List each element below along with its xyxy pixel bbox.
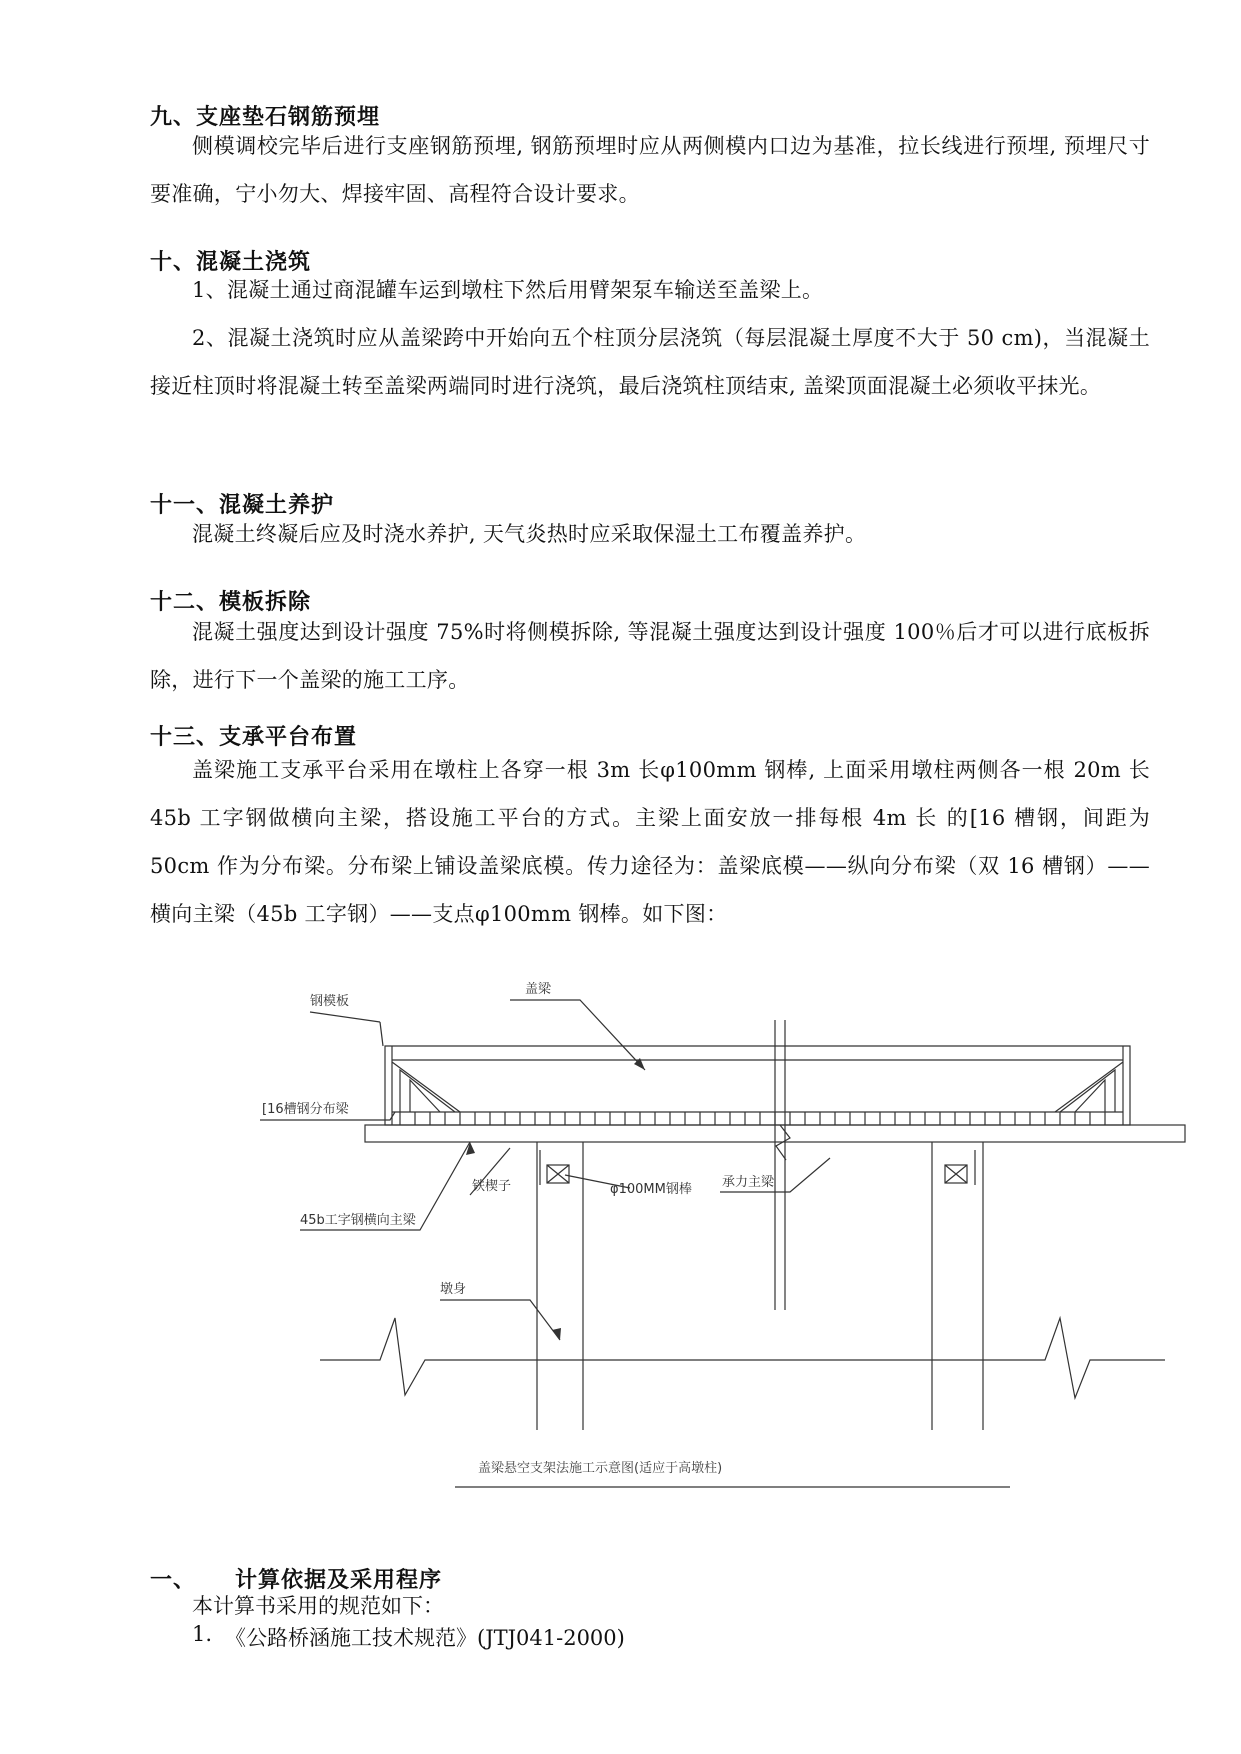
label-dunshen: 墩身	[440, 1282, 467, 1297]
list-item-spec: 《公路桥涵施工技术规范》(JTJ041-2000)	[225, 1626, 625, 1650]
heading-section-13: 十三、支承平台布置	[150, 725, 358, 750]
heading-calc-basis: 计算依据及采用程序	[235, 1568, 443, 1593]
label-tiexiezi: 铁楔子	[472, 1179, 512, 1194]
heading-section-10: 十、混凝土浇筑	[150, 250, 312, 275]
heading-section-9: 九、支座垫石钢筋预埋	[150, 105, 381, 130]
paragraph-section-13: 盖梁施工支承平台采用在墩柱上各穿一根 3m 长φ100mm 钢棒, 上面采用墩柱两侧各一根 20m 长 45b 工字钢做横向主梁，搭设施工平台的方式。主梁上面安放一排每根 4m 长 的[16 槽钢，间距为 50cm 作为分布梁。分布梁上铺设盖梁底模。传力途径为：盖梁底模——纵向分布梁（双 16 槽钢）——横向主梁（45b 工字钢）——支点φ100mm 钢棒。如下图：	[150, 758, 1150, 926]
figure-caption: 盖梁悬空支架法施工示意图(适应于高墩柱)	[478, 1461, 723, 1476]
label-gailiang: 盖梁	[525, 982, 552, 997]
calc-number: 一、	[150, 1568, 197, 1593]
list-item-10-2: 2、混凝土浇筑时应从盖梁跨中开始向五个柱顶分层浇筑（每层混凝土厚度不大于 50 cm)，当混凝土接近柱顶时将混凝土转至盖梁两端同时进行浇筑，最后浇筑柱顶结束, 盖梁顶面混凝土必须收平抹光。	[150, 326, 1150, 398]
distribution-beam-ticks	[400, 1112, 1105, 1125]
label-fenbuliang: [16槽钢分布梁	[262, 1102, 349, 1117]
paragraph-section-11: 混凝土终凝后应及时浇水养护, 天气炎热时应采取保湿土工布覆盖养护。	[192, 522, 867, 546]
label-chengli: 承力主梁	[722, 1175, 775, 1190]
heading-section-12: 十二、模板拆除	[150, 590, 312, 615]
label-zhuliang: 45b工字钢横向主梁	[300, 1213, 416, 1228]
paragraph-section-12: 混凝土强度达到设计强度 75%时将侧模拆除, 等混凝土强度达到设计强度 100％后才可以进行底板拆除，进行下一个盖梁的施工工序。	[150, 620, 1150, 692]
label-gangmoban: 钢模板	[310, 994, 350, 1009]
label-gangbang: φ100MM钢棒	[610, 1182, 692, 1197]
paragraph-section-9: 侧模调校完毕后进行支座钢筋预埋, 钢筋预埋时应从两侧模内口边为基准，拉长线进行预埋, 预埋尺寸要准确，宁小勿大、焊接牢固、高程符合设计要求。	[150, 134, 1150, 206]
list-item-10-1: 1、混凝土通过商混罐车运到墩柱下然后用臂架泵车输送至盖梁上。	[192, 278, 824, 302]
heading-section-11: 十一、混凝土养护	[150, 493, 335, 518]
list-item-number: 1.	[192, 1622, 213, 1646]
calc-intro: 本计算书采用的规范如下：	[192, 1594, 444, 1618]
